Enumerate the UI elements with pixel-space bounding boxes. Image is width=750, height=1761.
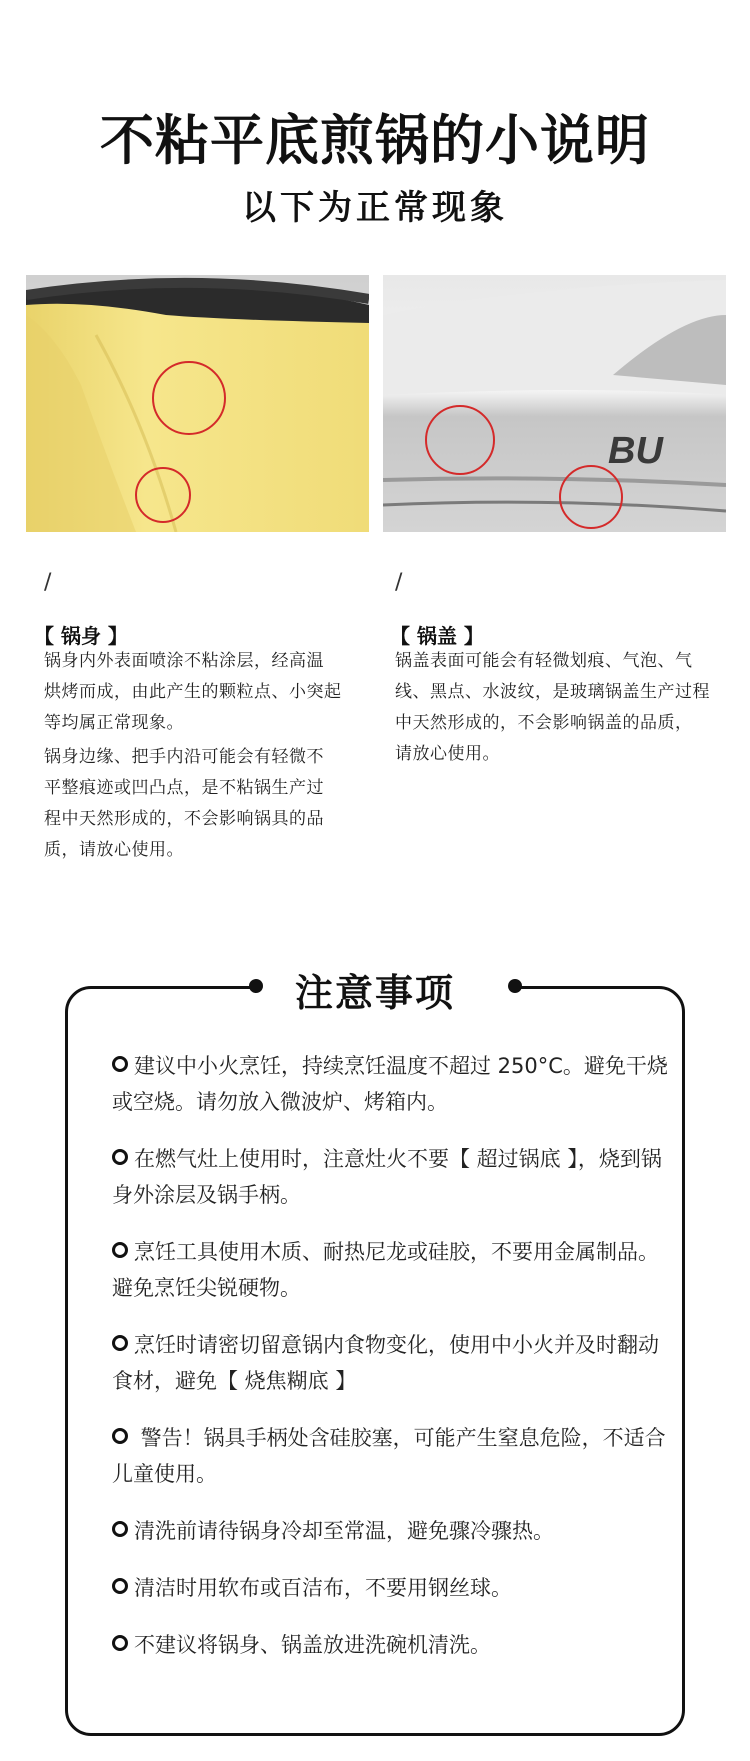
notice-item bbox=[112, 1420, 672, 1492]
page-title: 不粘平底煎锅的小说明 bbox=[100, 109, 650, 172]
notice-item-text: 不建议将锅身、锅盖放进洗碗机清洗。 bbox=[134, 1633, 491, 1657]
lid-heading: 【 锅盖 】 bbox=[390, 624, 484, 648]
text-line: 锅盖表面可能会有轻微划痕、气泡、气 bbox=[395, 651, 693, 671]
notice-item bbox=[112, 1048, 672, 1120]
column-slash: / bbox=[395, 570, 403, 595]
pan-body-paragraph-2 bbox=[44, 742, 324, 866]
notice-item bbox=[112, 1570, 672, 1606]
notice-item-text: 清洗前请待锅身冷却至常温，避免骤冷骤热。 bbox=[134, 1519, 554, 1543]
notice-item-text: 在燃气灶上使用时，注意灶火不要【 超过锅底 】，烧到锅身外涂层及锅手柄。 bbox=[112, 1147, 662, 1207]
bullet-icon bbox=[112, 1056, 128, 1072]
bullet-icon bbox=[112, 1521, 128, 1537]
notice-item bbox=[112, 1513, 672, 1549]
notice-item bbox=[112, 1234, 672, 1306]
text-line: 线、黑点、水波纹，是玻璃锅盖生产过程 bbox=[395, 682, 710, 702]
notice-item-text: 警告！锅具手柄处含硅胶塞，可能产生窒息危险，不适合儿童使用。 bbox=[112, 1426, 666, 1486]
notice-list bbox=[112, 1048, 672, 1684]
notice-item-text: 建议中小火烹饪，持续烹饪温度不超过 250°C。避免干烧或空烧。请勿放入微波炉、烤箱内。 bbox=[112, 1054, 668, 1114]
lid-photo bbox=[383, 275, 726, 532]
pan-body-heading: 【 锅身 】 bbox=[34, 624, 128, 648]
bullet-icon bbox=[112, 1335, 128, 1351]
bullet-icon bbox=[112, 1635, 128, 1651]
text-line: 程中天然形成的，不会影响锅具的品 bbox=[44, 809, 324, 829]
page-subtitle: 以下为正常现象 bbox=[242, 188, 508, 228]
text-line: 中天然形成的，不会影响锅盖的品质， bbox=[395, 713, 693, 733]
lid-brand-text: BU bbox=[608, 430, 663, 472]
text-line: 锅身边缘、把手内沿可能会有轻微不 bbox=[44, 747, 324, 767]
text-line: 锅身内外表面喷涂不粘涂层，经高温 bbox=[44, 651, 324, 671]
bullet-icon bbox=[112, 1578, 128, 1594]
text-line: 平整痕迹或凹凸点，是不粘锅生产过 bbox=[44, 778, 324, 798]
notice-item bbox=[112, 1627, 672, 1663]
lid-paragraph bbox=[395, 646, 710, 770]
text-line: 请放心使用。 bbox=[395, 744, 500, 764]
notice-item-text: 烹饪工具使用木质、耐热尼龙或硅胶，不要用金属制品。避免烹饪尖锐硬物。 bbox=[112, 1240, 659, 1300]
text-line: 质，请放心使用。 bbox=[44, 840, 184, 860]
text-line: 烘烤而成，由此产生的颗粒点、小突起 bbox=[44, 682, 342, 702]
notice-item-text: 烹饪时请密切留意锅内食物变化，使用中小火并及时翻动食材，避免【 烧焦糊底 】 bbox=[112, 1333, 659, 1393]
notice-item-text: 清洁时用软布或百洁布，不要用钢丝球。 bbox=[134, 1576, 512, 1600]
text-line: 等均属正常现象。 bbox=[44, 713, 184, 733]
column-slash: / bbox=[44, 570, 52, 595]
bullet-icon bbox=[112, 1149, 128, 1165]
pan-body-paragraph-1 bbox=[44, 646, 342, 739]
pan-body-photo bbox=[26, 275, 369, 532]
notice-title: 注意事项 bbox=[294, 971, 455, 1015]
bullet-icon bbox=[112, 1242, 128, 1258]
notice-item bbox=[112, 1327, 672, 1399]
bullet-icon bbox=[112, 1428, 128, 1444]
notice-item bbox=[112, 1141, 672, 1213]
